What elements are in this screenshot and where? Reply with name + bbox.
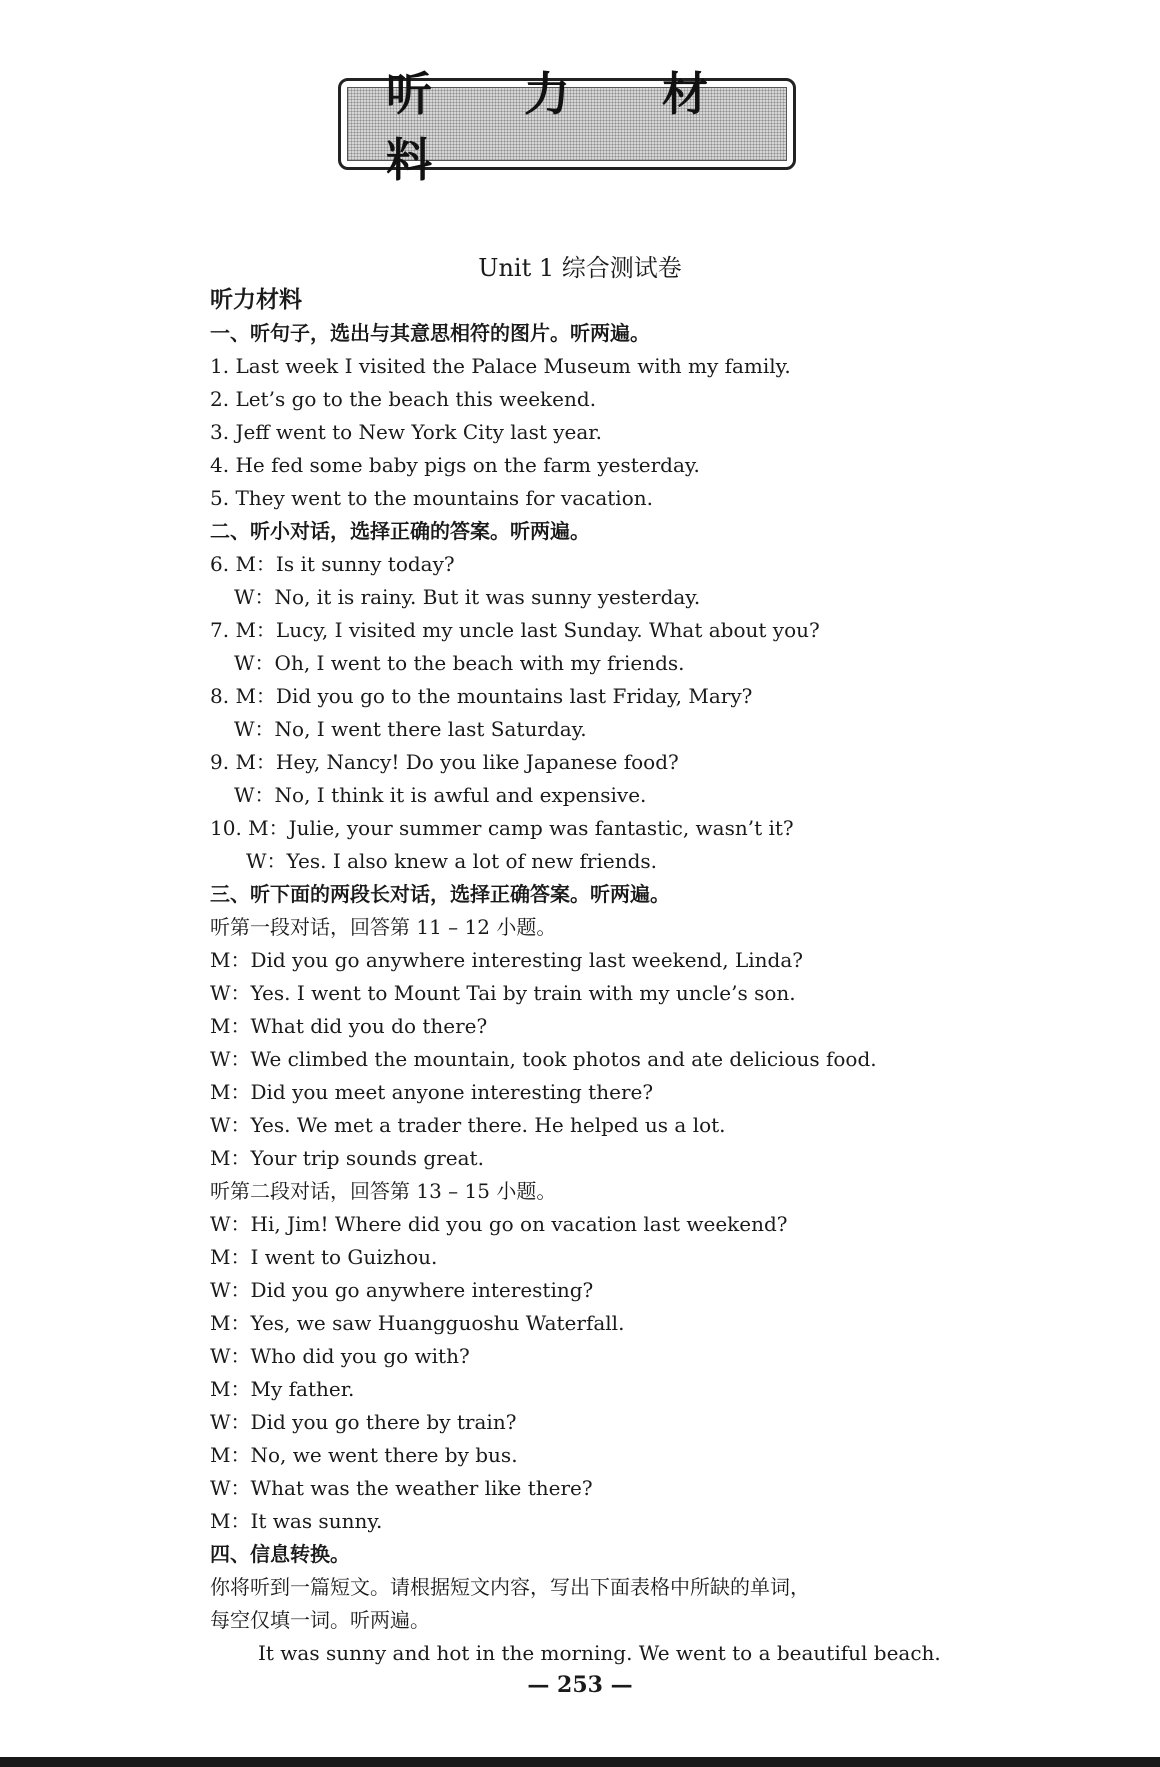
part1-heading: 一、听句子，选出与其意思相符的图片。听两遍。	[210, 321, 650, 345]
banner-title: 听 力 材 料	[386, 67, 747, 187]
dialogue-line: W：No, I think it is awful and expensive.	[234, 783, 647, 807]
dialogue-line: 9. M：Hey, Nancy! Do you like Japanese food?	[210, 750, 679, 774]
dialogue-line: W：Oh, I went to the beach with my friends.	[234, 651, 685, 675]
dialogue1-intro: 听第一段对话，回答第 11 – 12 小题。	[210, 915, 557, 939]
sentence-line: 2. Let’s go to the beach this weekend.	[210, 387, 597, 411]
dialogue-line: W：Did you go anywhere interesting?	[210, 1278, 594, 1302]
dialogue-line: M：Your trip sounds great.	[210, 1146, 484, 1170]
listening-material	[210, 283, 970, 1670]
dialogue-line: M：It was sunny.	[210, 1509, 383, 1533]
instruction-line: 每空仅填一词。听两遍。	[210, 1608, 430, 1632]
dialogue-line: M：No, we went there by bus.	[210, 1443, 518, 1467]
banner-frame	[338, 67, 796, 187]
part3-heading: 三、听下面的两段长对话，选择正确答案。听两遍。	[210, 882, 670, 906]
bottom-border	[0, 1757, 1160, 1767]
part2-heading: 二、听小对话，选择正确的答案。听两遍。	[210, 519, 590, 543]
dialogue-line: W：We climbed the mountain, took photos and ate delicious food.	[210, 1047, 877, 1071]
sentence-line: 3. Jeff went to New York City last year.	[210, 420, 603, 444]
section-title: 听力材料	[210, 287, 302, 313]
dialogue-line: W：Yes. I also knew a lot of new friends.	[246, 849, 657, 873]
page-number: — 253 —	[527, 1672, 633, 1698]
dialogue-line: W：No, I went there last Saturday.	[234, 717, 587, 741]
dialogue-line: M：Did you go anywhere interesting last weekend, Linda?	[210, 948, 803, 972]
dialogue-line: 6. M：Is it sunny today?	[210, 552, 455, 576]
dialogue-line: M：My father.	[210, 1377, 355, 1401]
dialogue-line: W：What was the weather like there?	[210, 1476, 593, 1500]
dialogue-line: M：Yes, we saw Huangguoshu Waterfall.	[210, 1311, 625, 1335]
dialogue-line: 10. M：Julie, your summer camp was fantastic, wasn’t it?	[210, 816, 794, 840]
dialogue-line: W：Who did you go with?	[210, 1344, 470, 1368]
unit-title: Unit 1 综合测试卷	[478, 254, 682, 282]
dialogue-line: W：Hi, Jim! Where did you go on vacation last weekend?	[210, 1212, 788, 1236]
instruction-line: 你将听到一篇短文。请根据短文内容，写出下面表格中所缺的单词，	[210, 1575, 810, 1599]
dialogue2-intro: 听第二段对话，回答第 13 – 15 小题。	[210, 1179, 557, 1203]
passage-line: It was sunny and hot in the morning. We went to a beautiful beach.	[258, 1641, 941, 1665]
part4-heading: 四、信息转换。	[210, 1542, 350, 1566]
dialogue-line: 7. M：Lucy, I visited my uncle last Sunday. What about you?	[210, 618, 820, 642]
dialogue-line: W：No, it is rainy. But it was sunny yesterday.	[234, 585, 701, 609]
dialogue-line: W：Yes. We met a trader there. He helped us a lot.	[210, 1113, 726, 1137]
dialogue-line: W：Yes. I went to Mount Tai by train with my uncle’s son.	[210, 981, 796, 1005]
dialogue-line: M：I went to Guizhou.	[210, 1245, 438, 1269]
sentence-line: 1. Last week I visited the Palace Museum with my family.	[210, 354, 791, 378]
dialogue-line: M：What did you do there?	[210, 1014, 488, 1038]
dialogue-line: M：Did you meet anyone interesting there?	[210, 1080, 654, 1104]
banner-screen	[347, 67, 787, 187]
sentence-line: 5. They went to the mountains for vacation.	[210, 486, 653, 510]
dialogue-line: W：Did you go there by train?	[210, 1410, 517, 1434]
dialogue-line: 8. M：Did you go to the mountains last Friday, Mary?	[210, 684, 753, 708]
sentence-line: 4. He fed some baby pigs on the farm yesterday.	[210, 453, 700, 477]
